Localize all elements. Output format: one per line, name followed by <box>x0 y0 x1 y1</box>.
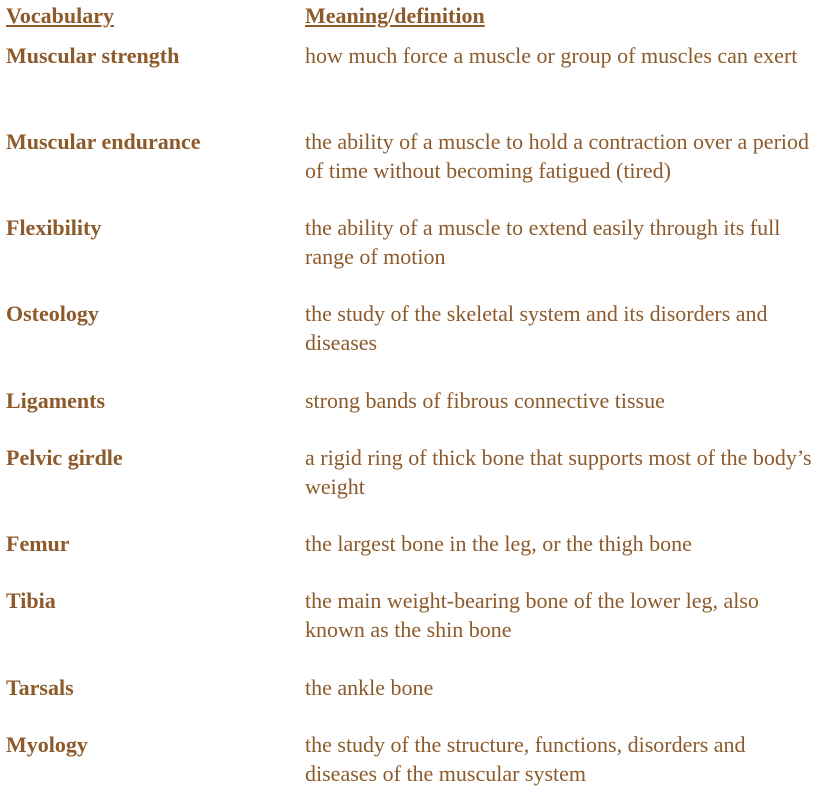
definition-pelvic-girdle: a rigid ring of thick bone that supports most of the body’s weight <box>305 445 812 499</box>
term-myology: Myology <box>6 732 88 757</box>
definition-muscular-strength: how much force a muscle or group of muscles can exert <box>305 43 798 68</box>
term-muscular-strength: Muscular strength <box>6 43 180 68</box>
term-osteology: Osteology <box>6 301 99 326</box>
definition-femur: the largest bone in the leg, or the thigh bone <box>305 531 692 556</box>
term-tarsals: Tarsals <box>6 675 74 700</box>
definition-tarsals: the ankle bone <box>305 675 434 700</box>
term-pelvic-girdle: Pelvic girdle <box>6 445 123 470</box>
definition-flexibility: the ability of a muscle to extend easily through its full range of motion <box>305 215 781 269</box>
definition-tibia: the main weight-bearing bone of the lower leg, also known as the shin bone <box>305 588 759 642</box>
definition-myology: the study of the structure, functions, disorders and diseases of the muscular system <box>305 732 746 786</box>
term-tibia: Tibia <box>6 588 56 613</box>
table-header <box>0 2 820 30</box>
definition-ligaments: strong bands of fibrous connective tissue <box>305 388 665 413</box>
definition-osteology: the study of the skeletal system and its disorders and diseases <box>305 301 768 355</box>
term-femur: Femur <box>6 531 70 556</box>
term-muscular-endurance: Muscular endurance <box>6 129 201 154</box>
term-flexibility: Flexibility <box>6 215 102 240</box>
vocabulary-column-header: Vocabulary <box>6 3 114 28</box>
definition-muscular-endurance: the ability of a muscle to hold a contraction over a period of time without becoming fatigued (tired) <box>305 129 810 183</box>
definition-column-header: Meaning/definition <box>305 3 485 28</box>
term-ligaments: Ligaments <box>6 388 105 413</box>
